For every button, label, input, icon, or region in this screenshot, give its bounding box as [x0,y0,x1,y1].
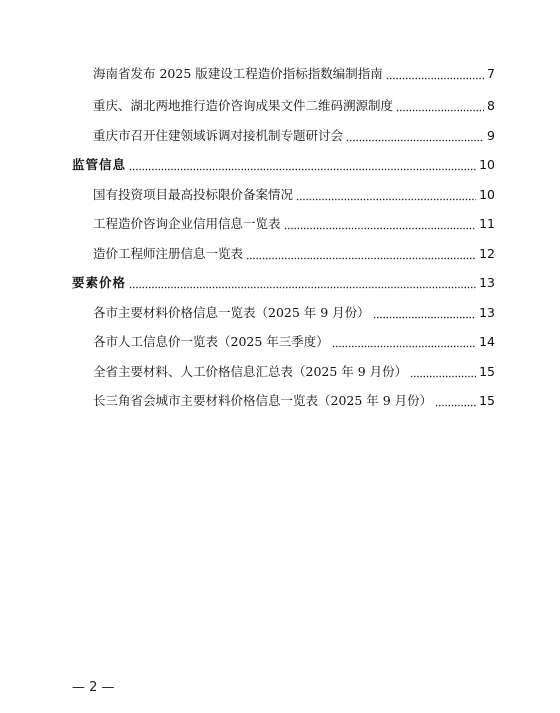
toc-entry[interactable] [93,124,495,144]
dot-leader [396,98,484,112]
toc-entry[interactable] [93,301,495,321]
toc-entry-title: 造价工程师注册信息一览表 [93,246,244,261]
dot-leader [296,187,476,201]
toc-section-heading[interactable] [72,271,495,291]
toc-entry-title: 海南省发布 2025 版建设工程造价指标指数编制指南 [93,66,383,81]
page-number: — 2 — [72,680,115,695]
toc-section-heading[interactable] [72,153,495,173]
toc-entry-page: 12 [479,246,495,261]
toc-entry-page: 10 [479,157,495,172]
toc-entry[interactable] [93,62,495,82]
toc-entry-page: 13 [479,305,495,320]
toc-entry-page: 14 [479,334,495,349]
toc-entry[interactable] [93,360,495,380]
toc-entry-title: 监管信息 [72,157,127,172]
toc-entry-page: 15 [479,393,495,408]
toc-entry-title: 重庆市召开住建领域诉调对接机制专题研讨会 [93,128,344,143]
toc-entry-title: 长三角省会城市主要材料价格信息一览表（2025 年 9 月份） [93,393,433,408]
toc-entry-page: 10 [479,187,495,202]
dot-leader [386,66,484,80]
toc-entry-title: 要素价格 [72,275,127,290]
toc-entry-title: 全省主要材料、人工价格信息汇总表（2025 年 9 月份） [93,364,408,379]
toc-entry[interactable] [93,183,495,203]
toc-entry-title: 国有投资项目最高投标限价备案情况 [93,187,294,202]
toc-entry-title: 工程造价咨询企业信用信息一览表 [93,216,281,231]
dot-leader [332,334,476,348]
toc-entry-page: 8 [487,98,495,113]
dot-leader [373,305,476,319]
dot-leader [246,246,476,260]
toc-entry[interactable] [93,330,495,350]
toc-entry[interactable] [93,212,495,232]
toc-entry[interactable] [93,94,495,114]
dot-leader [346,128,484,142]
toc-entry-page: 11 [479,216,495,231]
dot-leader [129,157,476,171]
toc-entry-title: 各市主要材料价格信息一览表（2025 年 9 月份） [93,305,370,320]
toc-entry-page: 15 [479,364,495,379]
toc-entry[interactable] [93,389,495,409]
toc-entry[interactable] [93,242,495,262]
dot-leader [129,275,476,289]
toc-entry-page: 13 [479,275,495,290]
dot-leader [284,216,477,230]
toc-entry-page: 9 [487,128,495,143]
toc-entry-title: 重庆、湖北两地推行造价咨询成果文件二维码溯源制度 [93,98,394,113]
toc-entry-title: 各市人工信息价一览表（2025 年三季度） [93,334,329,349]
dot-leader [410,364,476,378]
dot-leader [435,393,476,407]
toc-entry-page: 7 [487,66,495,81]
